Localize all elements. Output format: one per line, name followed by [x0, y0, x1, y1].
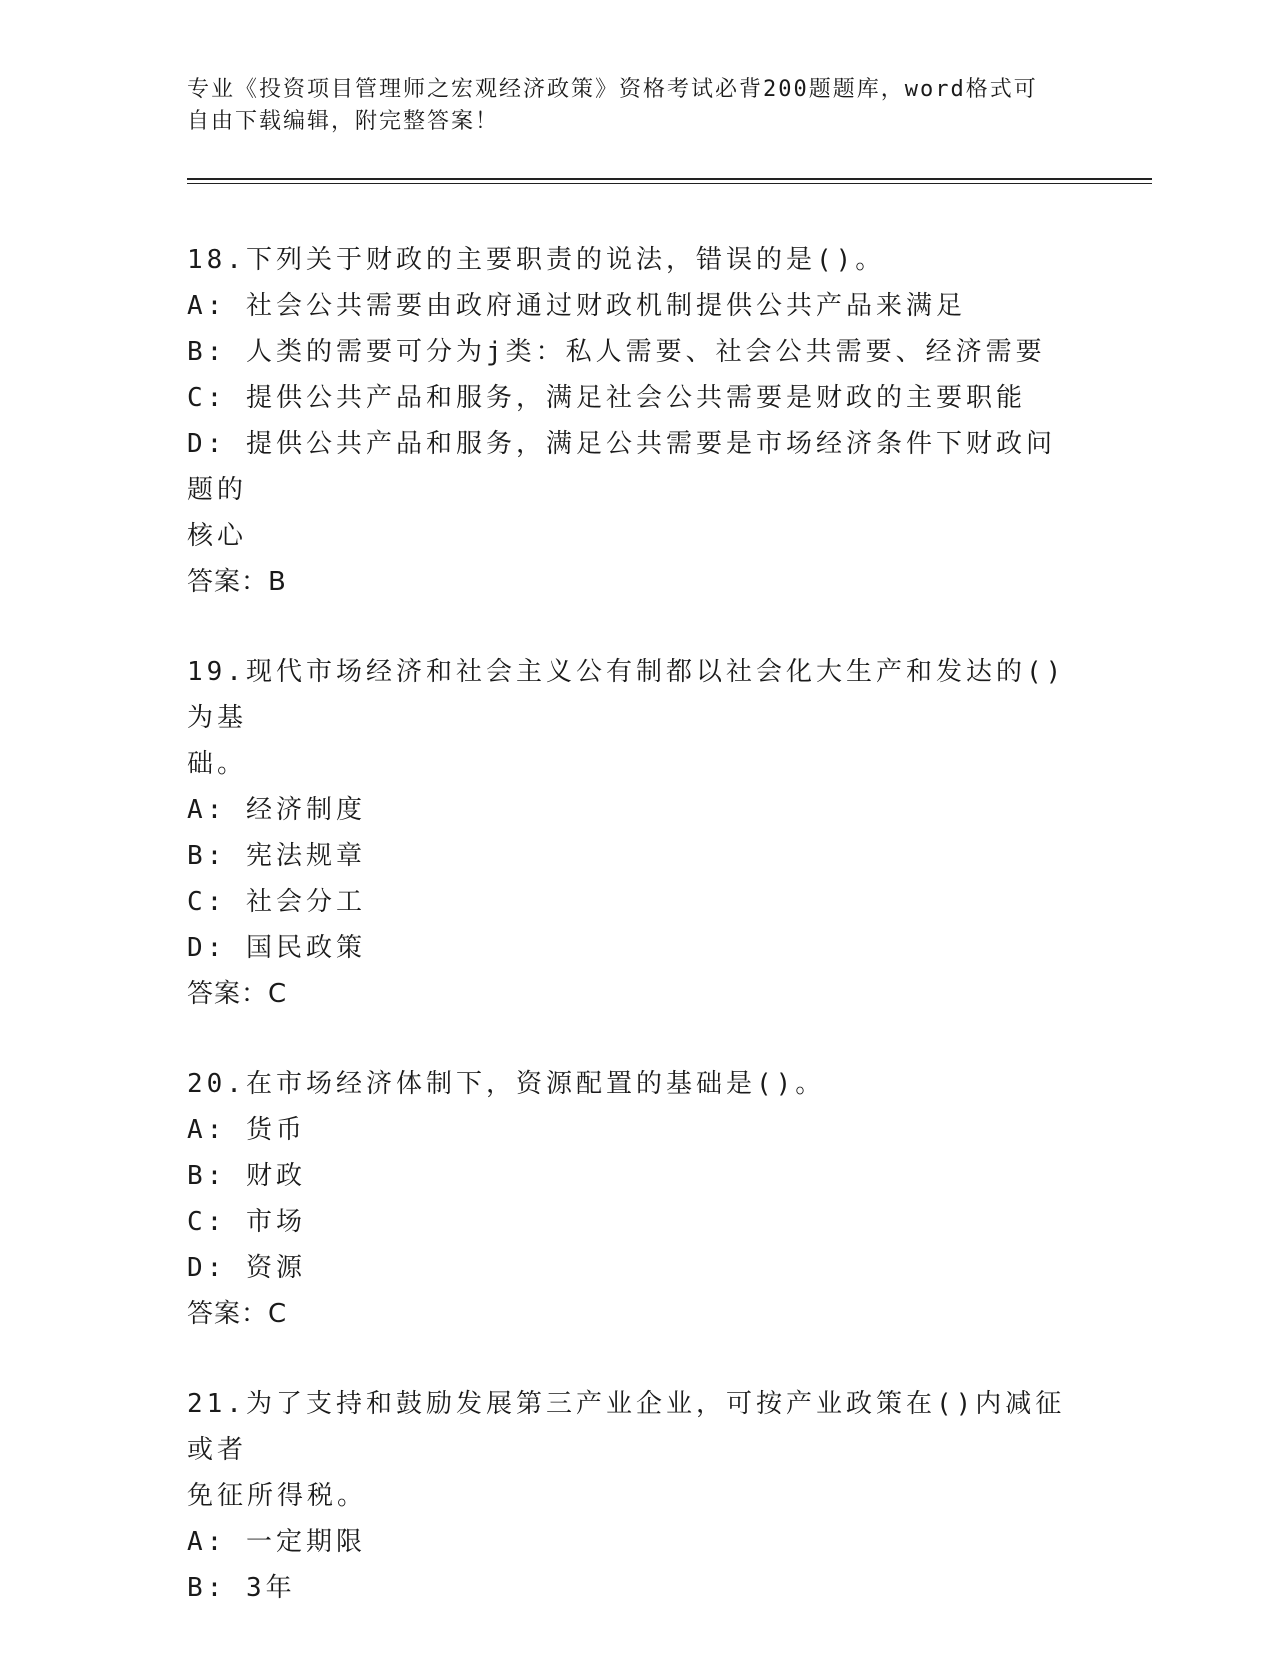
option-a: A: 社会公共需要由政府通过财政机制提供公共产品来满足	[187, 291, 966, 321]
answer: 答案：C	[187, 1299, 288, 1329]
option-d: D: 资源	[187, 1253, 306, 1283]
option-a: A: 货币	[187, 1115, 306, 1145]
option-c: C: 提供公共产品和服务，满足社会公共需要是财政的主要职能	[187, 383, 1026, 413]
question-text: 19.现代市场经济和社会主义公有制都以社会化大生产和发达的()为基	[187, 657, 1066, 733]
option-d: D: 提供公共产品和服务，满足公共需要是市场经济条件下财政问题的	[187, 429, 1056, 505]
question-21	[187, 1381, 1077, 1611]
question-19	[187, 649, 1077, 1017]
question-text: 18.下列关于财政的主要职责的说法，错误的是()。	[187, 245, 886, 275]
answer: 答案：C	[187, 979, 288, 1009]
option-b: B: 3年	[187, 1573, 296, 1603]
question-18	[187, 237, 1077, 605]
question-list	[187, 237, 1077, 1655]
option-a: A: 经济制度	[187, 795, 366, 825]
header-divider-thin	[187, 183, 1152, 184]
option-b: B: 宪法规章	[187, 841, 366, 871]
question-text: 21.为了支持和鼓励发展第三产业企业，可按产业政策在()内减征或者	[187, 1389, 1066, 1465]
option-b: B: 财政	[187, 1161, 306, 1191]
option-b: B: 人类的需要可分为j类：私人需要、社会公共需要、经济需要	[187, 337, 1046, 367]
question-text-continued: 免征所得税。	[187, 1481, 368, 1511]
answer: 答案：B	[187, 567, 287, 597]
document-header	[187, 74, 1067, 138]
header-divider-thick	[187, 178, 1152, 180]
option-d: D: 国民政策	[187, 933, 366, 963]
question-20	[187, 1061, 1077, 1337]
question-text: 20.在市场经济体制下，资源配置的基础是()。	[187, 1069, 826, 1099]
question-text-continued: 础。	[187, 749, 248, 779]
option-c: C: 社会分工	[187, 887, 366, 917]
option-d-continued: 核心	[187, 521, 248, 551]
header-line-2: 自由下载编辑，附完整答案！	[187, 109, 500, 134]
option-c: C: 市场	[187, 1207, 306, 1237]
header-line-1: 专业《投资项目管理师之宏观经济政策》资格考试必背200题题库，word格式可	[187, 77, 1038, 102]
option-a: A: 一定期限	[187, 1527, 366, 1557]
